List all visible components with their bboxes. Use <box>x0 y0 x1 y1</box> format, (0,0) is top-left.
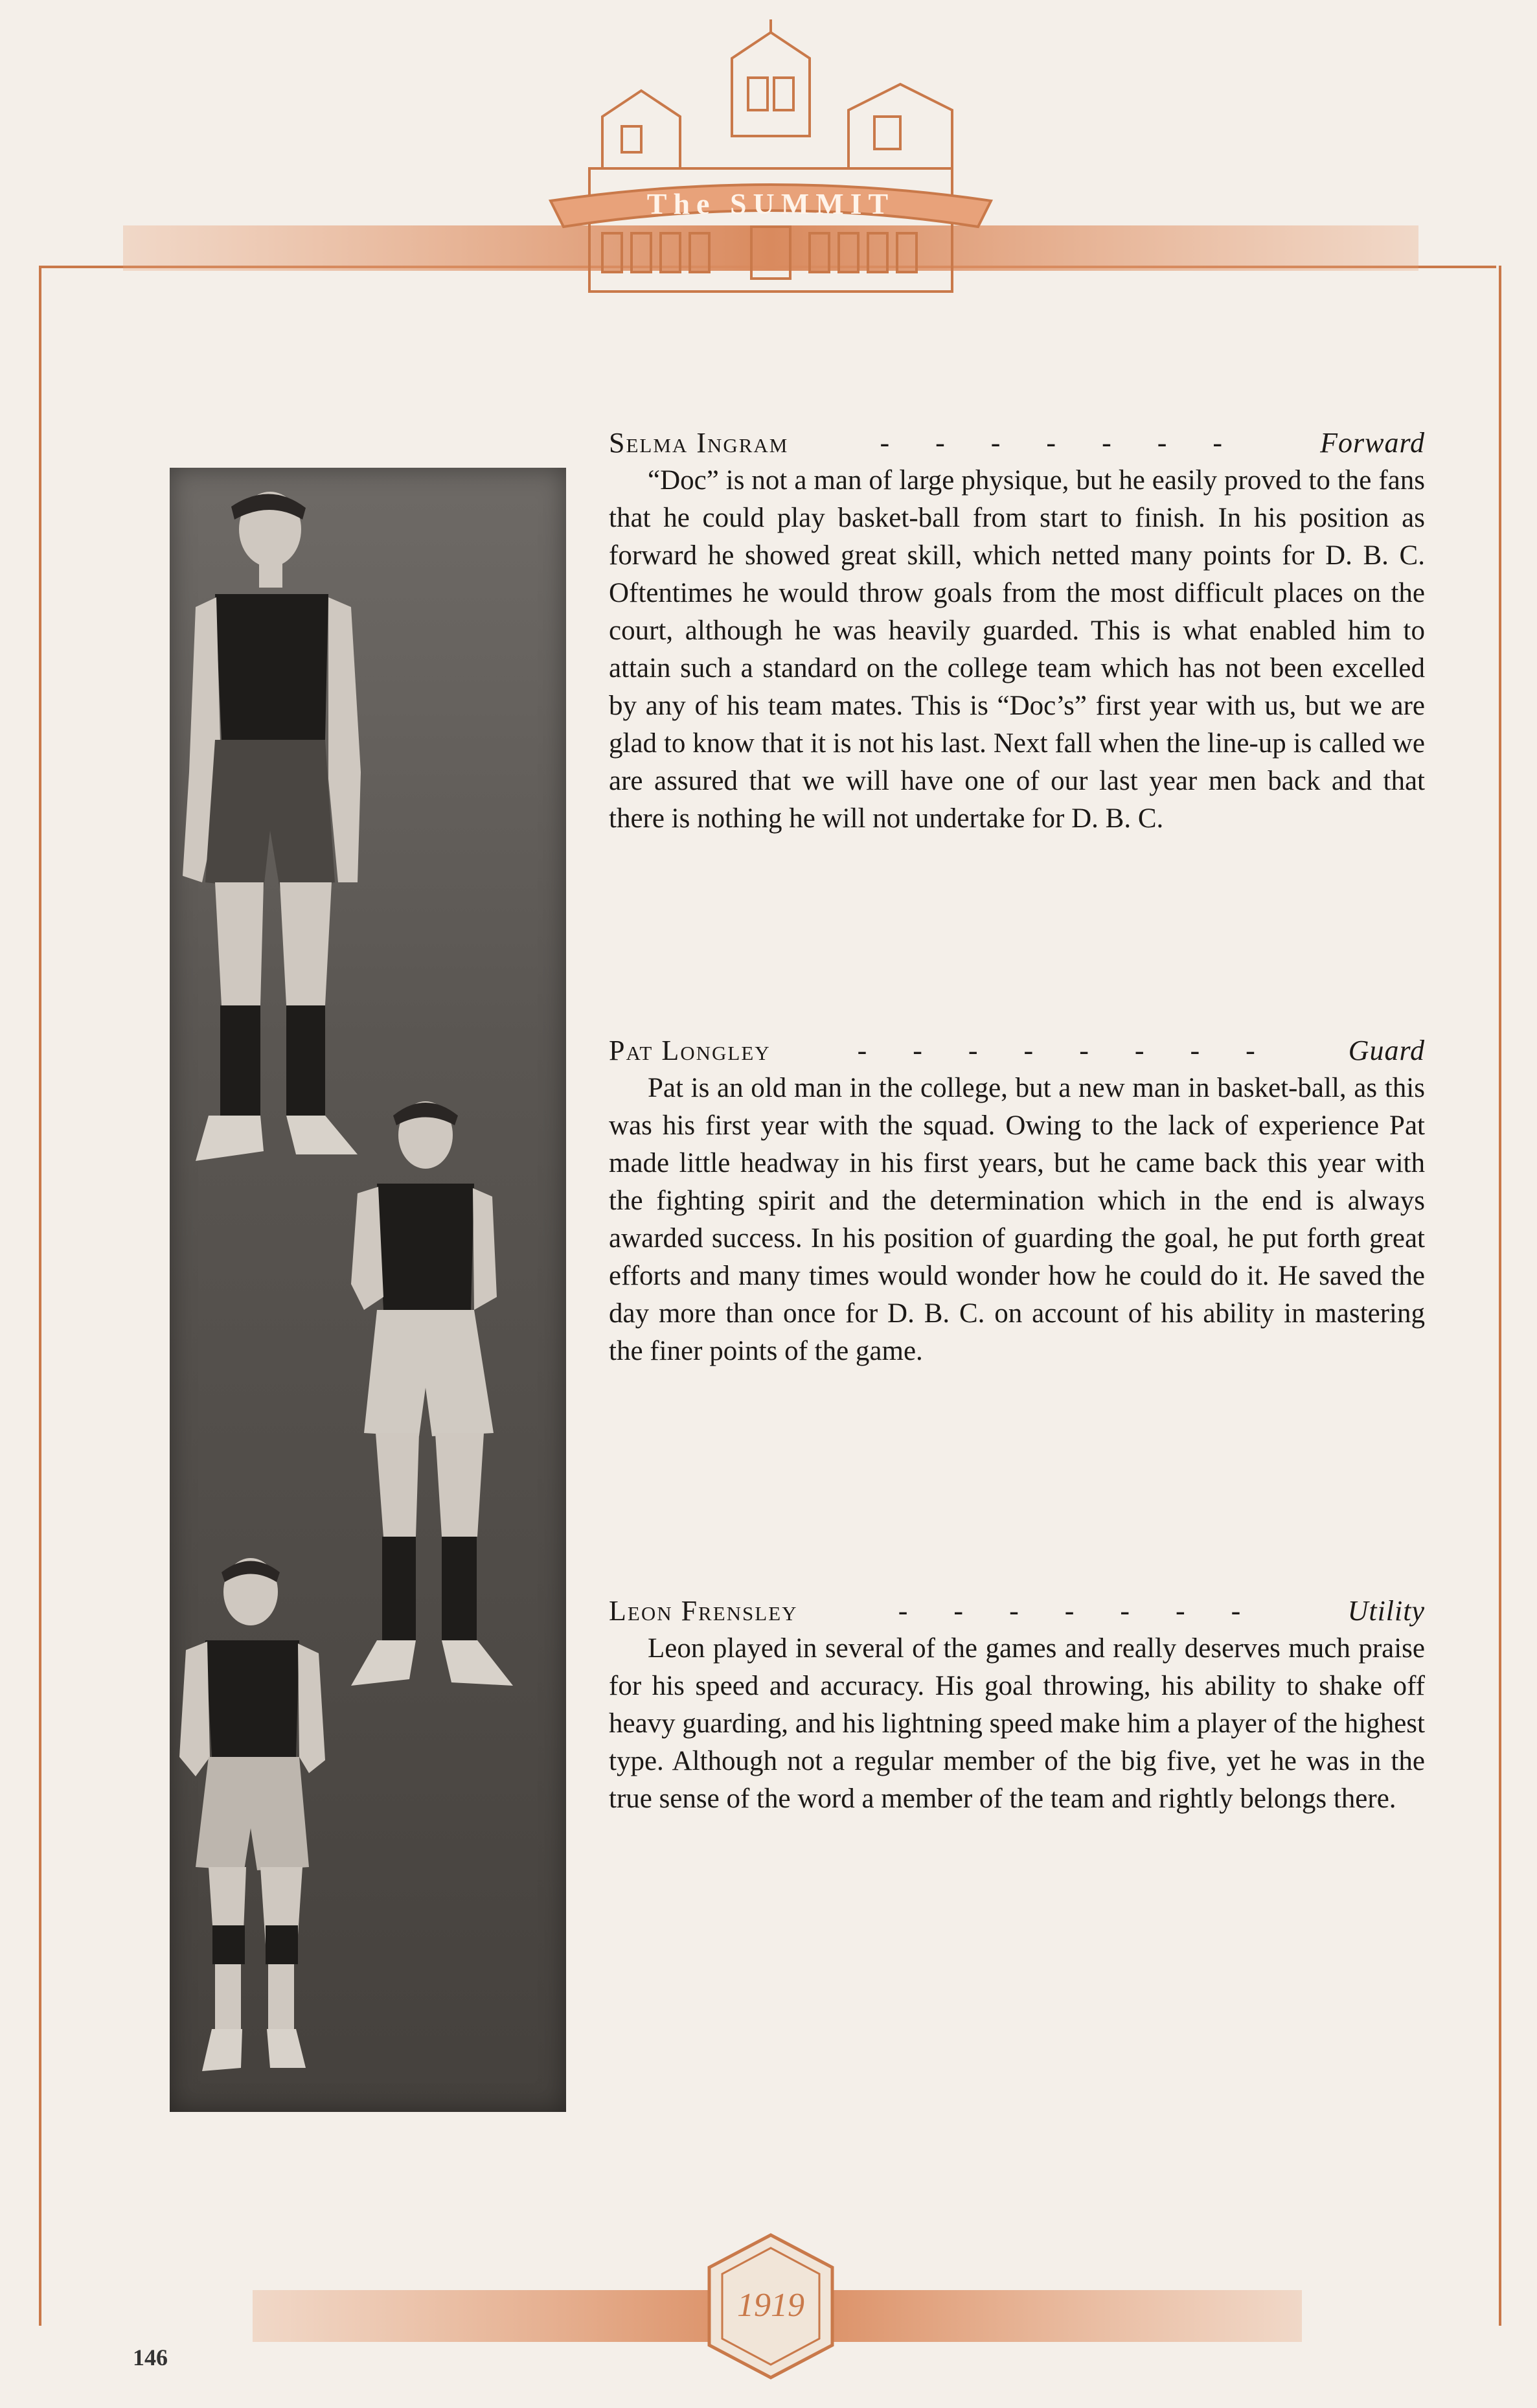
player-position: Utility <box>1347 1595 1425 1627</box>
player-photo-ingram <box>183 492 361 1161</box>
player-name: Leon Frensley <box>609 1595 798 1627</box>
heading-dashes: - - - - - - - <box>880 427 1242 459</box>
player-position: Forward <box>1320 427 1425 459</box>
entry-heading <box>609 1592 1425 1630</box>
seal-year-text: 1919 <box>737 2287 804 2324</box>
player-photo-frensley <box>179 1558 325 2071</box>
player-bio: Pat is an old man in the college, but a new man in basket-ball, as this was his first year with the squad. Owing to the lack of experience Pat made little headway in his first years, but he came back this year with the fighting spirit and the determination which in the end is always awarded success. In his position of guarding the goal, he put forth great efforts and many times would wonder how he could do it. He saved the day more than once for D. B. C. on account of his ability in mastering the finer points of the game. <box>609 1073 1425 1366</box>
player-bio: “Doc” is not a man of large physique, but he easily proved to the fans that he could play basket-ball from start to finish. In his position as forward he showed great skill, which netted many points for D. B. C. Oftentimes he would throw goals from the most difficult places on the court, although he was heavily guarded. This is what enabled him to attain such a standard on the college team which has not been excelled by any of his team mates. This is “Doc’s” first year with us, but we are glad to know that it is not his last. Next fall when the line-up is called we are assured that we will have one of our last year men back and that there is nothing he will not undertake for D. B. C. <box>609 465 1425 834</box>
year-seal-emblem <box>703 2232 839 2381</box>
player-entry-frensley <box>609 1592 1425 1818</box>
summit-banner-text: The SUMMIT <box>646 187 895 220</box>
summit-building-emblem <box>538 19 1004 298</box>
player-bio: Leon played in several of the games and really deserves much praise for his speed and accuracy. His goal throwing, his ability to shake off heavy guarding, and his lightning speed make him a player of the highest type. Although not a regular member of the big five, yet he was in the true sense of the word a member of the team and rightly belongs there. <box>609 1633 1425 1814</box>
player-entry-longley <box>609 1032 1425 1370</box>
entry-heading <box>609 424 1425 462</box>
heading-dashes: - - - - - - - <box>898 1595 1260 1627</box>
player-photo-longley <box>351 1101 513 1686</box>
heading-dashes: - - - - - - - - <box>857 1035 1275 1066</box>
player-entry-ingram <box>609 424 1425 838</box>
page-number: 146 <box>133 2345 168 2370</box>
entry-heading <box>609 1032 1425 1070</box>
player-name: Selma Ingram <box>609 427 789 459</box>
team-photo-strip <box>170 468 566 2112</box>
player-position: Guard <box>1348 1035 1425 1066</box>
player-name: Pat Longley <box>609 1035 771 1066</box>
